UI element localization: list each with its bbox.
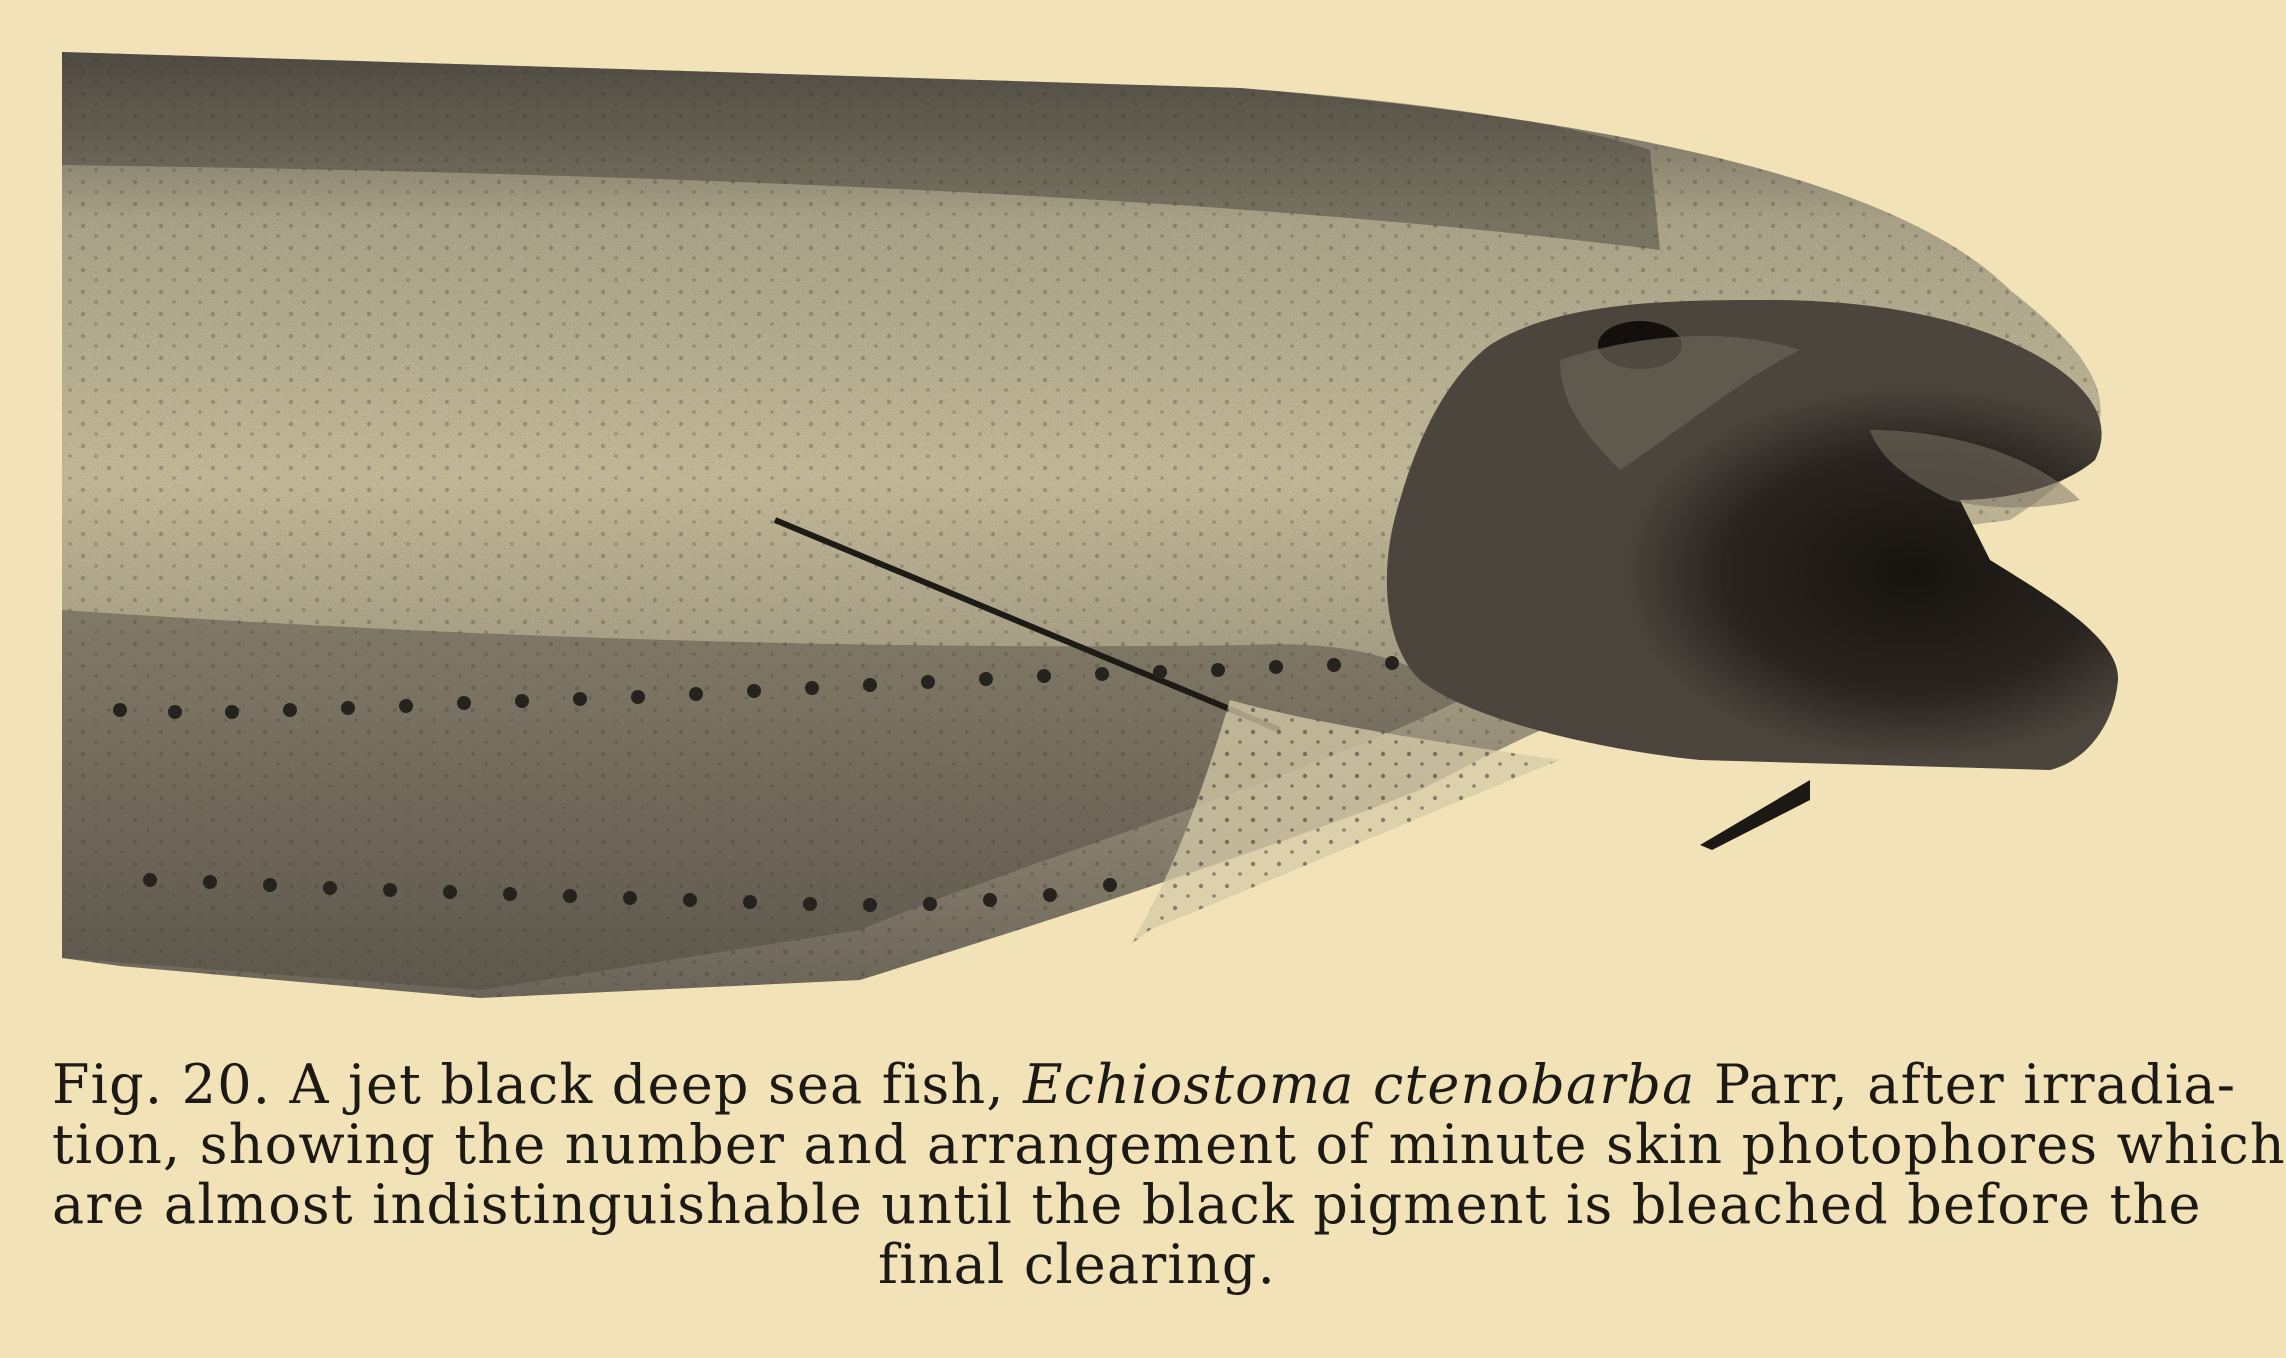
caption-line-1: Fig. 20. A jet black deep sea fish, Echiostoma ctenobarba Parr, after irradia- bbox=[52, 1053, 2237, 1116]
caption-line-4: final clearing. bbox=[878, 1233, 1276, 1296]
fish-head bbox=[1387, 300, 2118, 770]
caption-line-3: are almost indistinguishable until the black pigment is bleached before the bbox=[52, 1173, 2202, 1236]
species-name: Echiostoma ctenobarba bbox=[1023, 1053, 1696, 1116]
figure-caption bbox=[52, 1053, 2286, 1296]
chin-barbel bbox=[1700, 780, 1810, 850]
caption-line-2: tion, showing the number and arrangement of minute skin photophores which bbox=[52, 1113, 2286, 1176]
